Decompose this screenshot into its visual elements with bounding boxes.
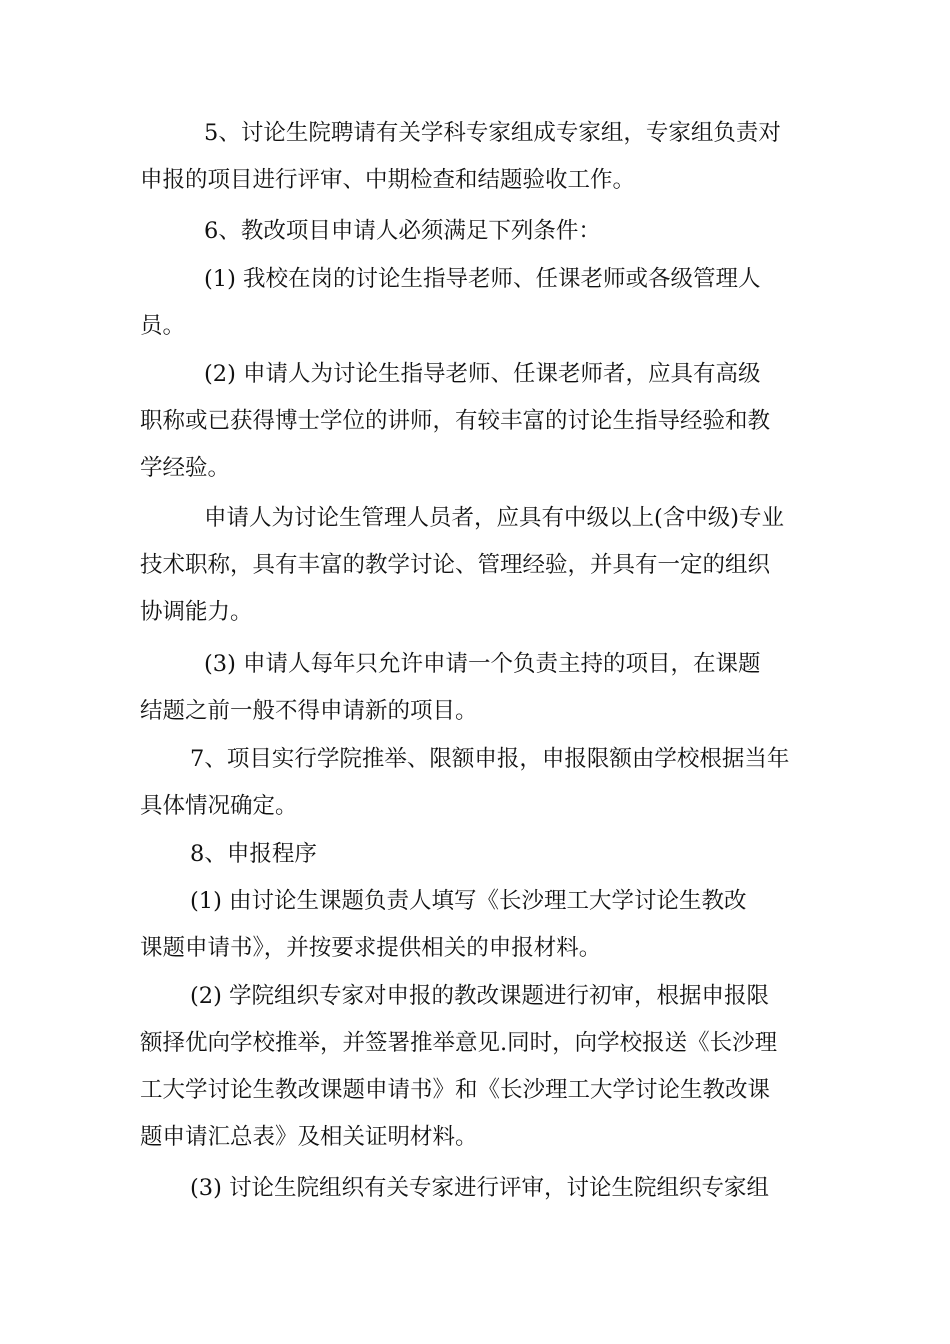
text-line: 职称或已获得博士学位的讲师，有较丰富的讨论生指导经验和教 <box>140 408 771 434</box>
text-line: 题申请汇总表》及相关证明材料。 <box>140 1124 478 1150</box>
text-line: (3) 讨论生院组织有关专家进行评审，讨论生院组织专家组 <box>190 1175 770 1201</box>
text-line: 8、申报程序 <box>190 841 317 867</box>
text-line: 课题申请书》，并按要求提供相关的申报材料。 <box>140 935 602 961</box>
paragraph-item-6 <box>140 208 820 255</box>
text-line: 具体情况确定。 <box>140 793 298 819</box>
paragraph-condition-3 <box>140 641 820 735</box>
paragraph-procedure-3 <box>140 1165 820 1212</box>
text-line: 5、讨论生院聘请有关学科专家组成专家组，专家组负责对 <box>204 120 781 146</box>
text-line: 学经验。 <box>140 455 231 481</box>
text-line: (2) 学院组织专家对申报的教改课题进行初审，根据申报限 <box>190 983 770 1009</box>
paragraph-manager-requirement <box>140 495 820 636</box>
text-line: 协调能力。 <box>140 599 253 625</box>
text-line: 6、教改项目申请人必须满足下列条件： <box>204 218 601 244</box>
text-line: (1) 我校在岗的讨论生指导老师、任课老师或各级管理人 <box>204 266 761 292</box>
text-line: 员。 <box>140 313 186 339</box>
text-line: 7、项目实行学院推举、限额申报，申报限额由学校根据当年 <box>190 746 790 772</box>
paragraph-condition-2 <box>140 351 820 492</box>
text-line: 结题之前一般不得申请新的项目。 <box>140 698 478 724</box>
text-line: 申请人为讨论生管理人员者，应具有中级以上(含中级)专业 <box>204 505 785 531</box>
paragraph-procedure-2 <box>140 973 820 1161</box>
text-line: 技术职称，具有丰富的教学讨论、管理经验，并具有一定的组织 <box>140 552 771 578</box>
paragraph-procedure-1 <box>140 878 820 972</box>
text-line: 额择优向学校推举，并签署推举意见.同时，向学校报送《长沙理 <box>140 1030 778 1056</box>
text-line: 申报的项目进行评审、中期检查和结题验收工作。 <box>140 167 636 193</box>
paragraph-condition-1 <box>140 256 820 350</box>
paragraph-item-5 <box>140 110 820 204</box>
text-line: (3) 申请人每年只允许申请一个负责主持的项目，在课题 <box>204 651 761 677</box>
text-line: (1) 由讨论生课题负责人填写《长沙理工大学讨论生教改 <box>190 888 747 914</box>
paragraph-item-7 <box>140 736 820 830</box>
text-line: 工大学讨论生教改课题申请书》和《长沙理工大学讨论生教改课 <box>140 1077 771 1103</box>
paragraph-item-8 <box>140 831 820 878</box>
text-line: (2) 申请人为讨论生指导老师、任课老师者，应具有高级 <box>204 361 761 387</box>
